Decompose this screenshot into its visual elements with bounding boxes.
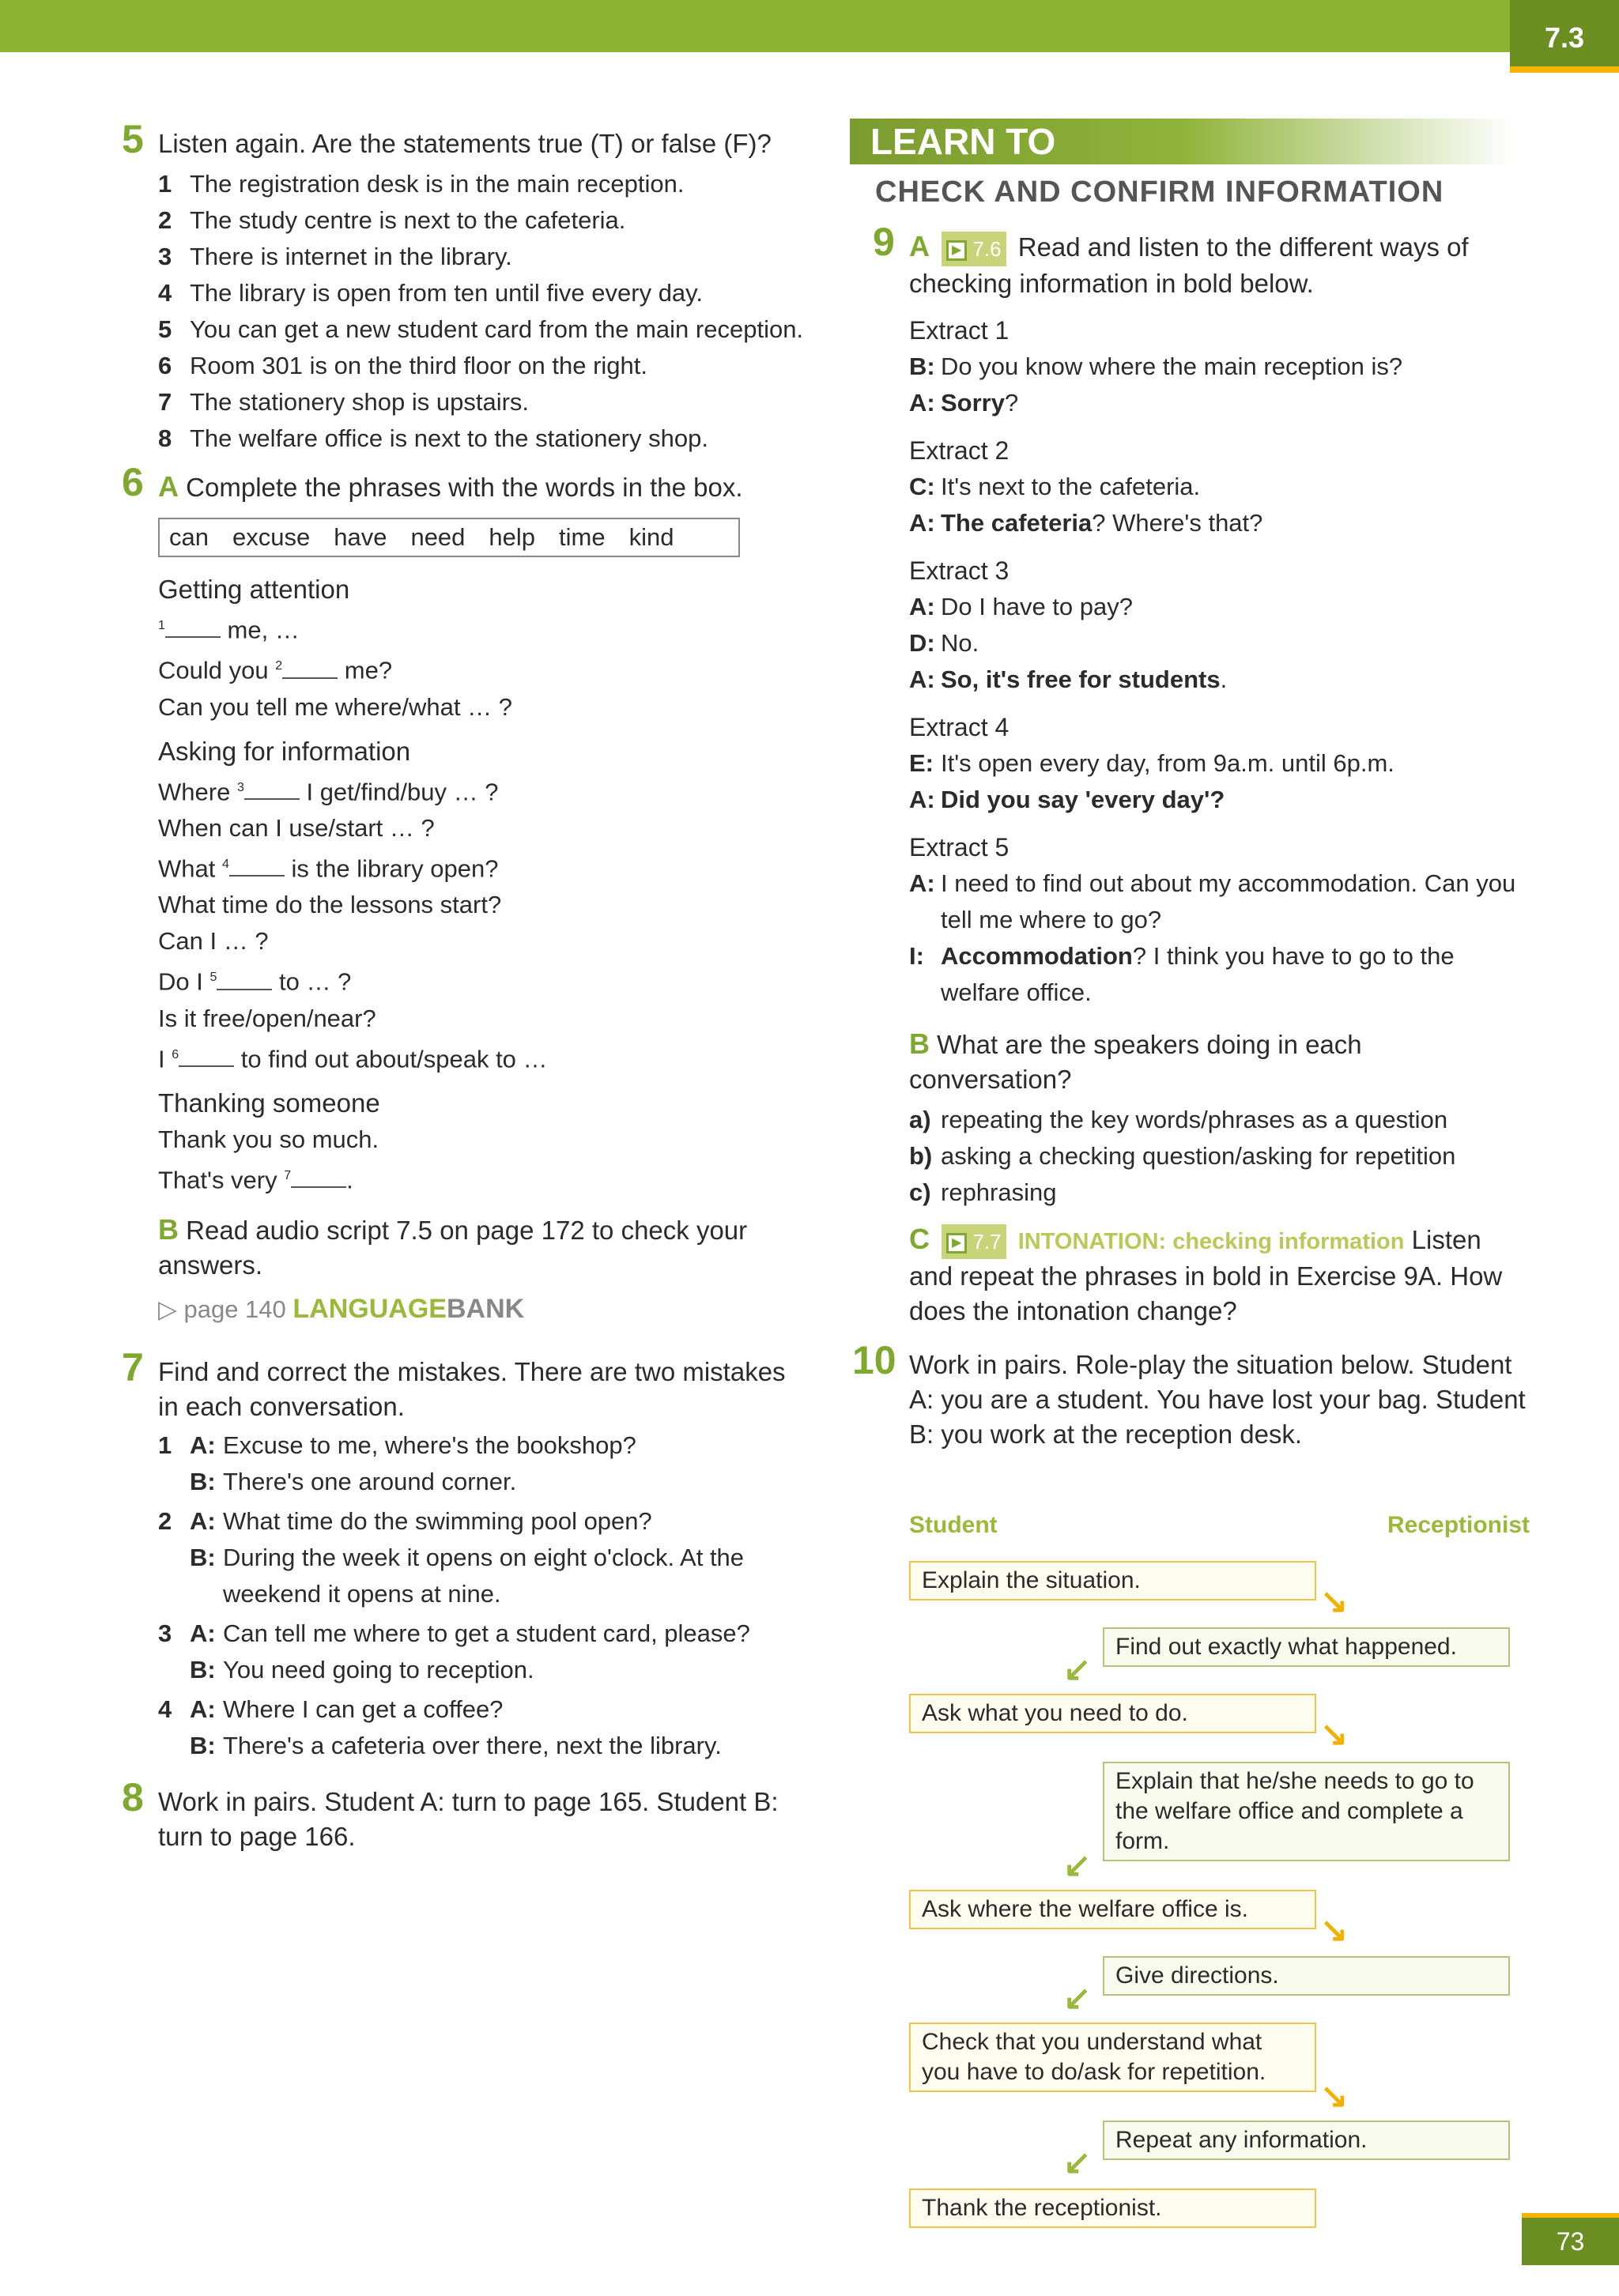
list-item: 4 The library is open from ten until five every day. [158,279,703,307]
student-step: Ask where the welfare office is. [909,1890,1316,1929]
option: a) repeating the key words/phrases as a question [909,1106,1448,1133]
phrase: Is it free/open/near? [158,1004,376,1032]
extract-title: Extract 1 [909,316,1010,345]
exercise-9b [909,1027,1530,1097]
phrase: Can you tell me where/what … ? [158,692,512,721]
extract-title: Extract 2 [909,436,1010,465]
conversation: 4 A: Where I can get a coffee? B: There's a cafeteria over there, next the library. [158,1695,722,1760]
dialogue-line: A: Did you say 'every day'? [909,786,1225,813]
dialogue-line: E: It's open every day, from 9a.m. until 6p.m. [909,749,1394,777]
learn-to-subtitle: CHECK AND CONFIRM INFORMATION [875,175,1444,209]
intonation-label: INTONATION: checking information [1017,1229,1405,1254]
left-column [122,117,806,1854]
exercise-number: 9 [873,220,895,264]
answer-gap[interactable] [217,968,272,990]
word-box [158,518,740,557]
exercise-number: 7 [122,1345,144,1390]
phrase: $^1$ me, … [158,616,300,644]
list-item: 1 The registration desk is in the main reception. [158,170,685,198]
exercise-instruction: Find and correct the mistakes. There are two mistakes in each conversation. [158,1357,786,1422]
dialogue-line: I: Accommodation? I think you have to go to the welfare office. [909,942,1455,1006]
conversation: 2 A: What time do the swimming pool open? B: During the week it opens on eight o'clock. At the weekend it opens at nine. [158,1507,745,1608]
exercise-instruction: What are the speakers doing in each conversation? [909,1030,1362,1094]
answer-gap[interactable] [291,1166,346,1188]
dialogue-line: A: So, it's free for students. [909,665,1228,693]
audio-track[interactable]: ▶ 7.7 [942,1224,1006,1259]
student-step: Check that you understand what you have to do/ask for repetition. [909,2023,1316,2092]
exercise-10-heading [852,1338,1530,1452]
arrow-down-left-icon: ↙ [1063,2143,1092,2181]
word: have [334,523,387,551]
phrase: Where $^3$ I get/find/buy … ? [158,777,499,805]
phrase: Thank you so much. [158,1125,379,1153]
group-title: Asking for information [158,736,411,766]
answer-gap[interactable] [229,854,285,877]
answer-gap[interactable] [165,616,221,638]
exercise-5-heading [122,117,806,161]
exercise-instruction: Listen and repeat the phrases in bold in Exercise 9A. How does the intonation change? [909,1225,1503,1325]
dialogue-line: B: Do you know where the main reception is? [909,353,1403,380]
exercise-number: 6 [122,460,144,504]
list-item: 2 The study centre is next to the cafeteria. [158,206,626,234]
learn-to-banner: LEARN TO [850,119,1514,164]
word: time [559,523,606,551]
extract-title: Extract 4 [909,713,1010,741]
exercise-7-heading [122,1345,806,1424]
exercise-instruction: Read audio script 7.5 on page 172 to check your answers. [158,1216,748,1280]
extracts [852,312,1530,2239]
dialogue-line: A: Sorry? [909,389,1019,417]
word: can [169,523,209,551]
audio-track[interactable]: ▶ 7.6 [942,232,1006,266]
receptionist-step: Repeat any information. [1103,2121,1510,2160]
exercise-9c [909,1222,1530,1329]
page-number: 73 [1556,2226,1585,2256]
phrase: Could you $^2$ me? [158,656,393,684]
phrase: Do I $^5$ to … ? [158,967,352,996]
exercise-instruction: Complete the phrases with the words in the box. [186,473,743,502]
phrase: Can I … ? [158,927,269,956]
arrow-down-right-icon: ↘ [1320,2077,1349,2114]
group-title: Getting attention [158,575,350,604]
student-step: Explain the situation. [909,1561,1316,1600]
list-item: 3 There is internet in the library. [158,243,512,270]
phrase: When can I use/start … ? [158,813,435,842]
exercise-instruction: Listen again. Are the statements true (T) or false (F)? [158,129,772,158]
exercise-instruction: Work in pairs. Role-play the situation below. Student A: you are a student. You have lost your bag. Student B: you work at the reception desk. [909,1350,1526,1449]
arrow-down-left-icon: ↙ [1063,1979,1092,2016]
student-step: Thank the receptionist. [909,2189,1316,2228]
right-column [850,119,1530,2239]
part-letter: A [909,230,930,262]
dialogue-line: A: I need to find out about my accommodation. Can you tell me where to go? [909,869,1516,933]
top-banner [0,0,1619,52]
list-item: 7 The stationery shop is upstairs. [158,388,530,416]
arrow-down-right-icon: ↘ [1320,1715,1349,1752]
list-item: 8 The welfare office is next to the stationery shop. [158,424,708,452]
arrow-down-left-icon: ↙ [1063,1650,1092,1687]
conversation: 1 A: Excuse to me, where's the bookshop? B: There's one around corner. [158,1431,636,1496]
phrase: What time do the lessons start? [158,891,502,919]
word: kind [628,523,674,551]
receptionist-label: Receptionist [1387,1512,1530,1538]
phrase: I $^6$ to find out about/speak to … [158,1044,548,1073]
part-letter: B [158,1213,179,1246]
language-bank-link[interactable]: ▷ page 140 LANGUAGEBANK [158,1294,525,1325]
list-item: 5 You can get a new student card from the main reception. [158,315,804,343]
part-letter: A [158,470,179,503]
receptionist-step: Give directions. [1103,1956,1510,1996]
word: excuse [232,523,311,551]
exercise-6-heading [122,460,806,505]
unit-number: 7.3 [1544,21,1585,54]
exercise-instruction: Read and listen to the different ways of checking information in bold below. [909,232,1469,298]
option: b) asking a checking question/asking for repetition [909,1142,1456,1170]
role-play-flowchart [909,1544,1530,2239]
play-icon: ▶ [946,1233,967,1254]
play-icon: ▶ [946,240,967,261]
statement-list [158,166,806,457]
exercise-9-heading [873,220,1530,301]
conversation: 3 A: Can tell me where to get a student card, please? B: You need going to reception. [158,1619,750,1684]
exercise-number: 10 [852,1338,896,1382]
dialogue-line: C: It's next to the cafeteria. [909,473,1201,500]
answer-gap[interactable] [244,778,300,800]
part-letter: C [909,1223,930,1255]
page-number-tab [1522,2213,1619,2265]
dialogue-line: D: No. [909,629,979,657]
student-label: Student [909,1512,998,1538]
answer-gap[interactable] [179,1045,234,1067]
word: need [410,523,466,551]
answer-gap[interactable] [282,657,338,679]
phrase: That's very $^7$ . [158,1166,353,1194]
receptionist-step: Find out exactly what happened. [1103,1627,1510,1667]
list-item: 6 Room 301 is on the third floor on the right. [158,352,647,379]
exercise-8-heading [122,1775,806,1854]
phrase: What $^4$ is the library open? [158,854,499,883]
arrow-down-right-icon: ↘ [1320,1911,1349,1948]
exercise-6b [158,1212,806,1283]
receptionist-step: Explain that he/she needs to go to the welfare office and complete a form. [1103,1762,1510,1861]
exercise-number: 5 [122,117,144,161]
flow-labels [909,1507,1530,1544]
dialogue-line: A: Do I have to pay? [909,593,1133,620]
dialogue-line: A: The cafeteria? Where's that? [909,509,1263,537]
unit-tab [1510,0,1619,73]
student-step: Ask what you need to do. [909,1694,1316,1733]
option: c) rephrasing [909,1178,1057,1206]
arrow-down-right-icon: ↘ [1320,1582,1349,1619]
exercise-number: 8 [122,1775,144,1820]
exercise-instruction: Work in pairs. Student A: turn to page 165. Student B: turn to page 166. [158,1787,779,1852]
word: help [489,523,536,551]
extract-title: Extract 3 [909,556,1010,585]
triangle-icon: ▷ [158,1295,177,1324]
arrow-down-left-icon: ↙ [1063,1846,1092,1883]
part-letter: B [909,1027,930,1060]
extract-title: Extract 5 [909,833,1010,861]
group-title: Thanking someone [158,1088,380,1118]
